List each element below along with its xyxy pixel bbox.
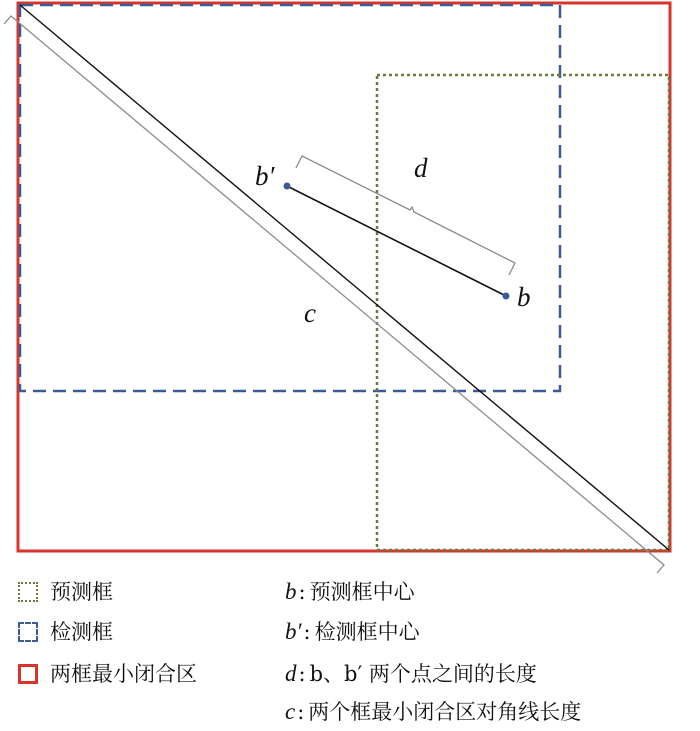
label-c: c <box>304 298 316 328</box>
distance-bracket <box>296 156 515 275</box>
definition-separator: : <box>297 700 305 724</box>
prediction-box <box>377 75 669 550</box>
diagonal-bracket <box>4 16 664 573</box>
definition-c <box>285 698 581 726</box>
legend-label: 预测框 <box>50 580 113 604</box>
label-b: b <box>517 282 531 312</box>
detection-box-swatch <box>18 622 38 642</box>
legend-item-min-enclosing-box <box>18 660 197 688</box>
label-b-prime: b′ <box>255 161 275 191</box>
legend-label: 两框最小闭合区 <box>50 662 197 686</box>
definition-separator: : <box>298 662 306 686</box>
label-d: d <box>414 153 428 183</box>
definition-text: b、b′ 两个点之间的长度 <box>309 662 537 686</box>
legend-item-detection-box <box>18 618 113 646</box>
legend-label: 检测框 <box>50 620 113 644</box>
definition-b <box>285 578 415 606</box>
definition-text: 检测框中心 <box>314 620 420 644</box>
definition-symbol: c <box>285 699 296 724</box>
center-distance-line <box>287 186 506 296</box>
legend-item-prediction-box <box>18 578 113 606</box>
prediction-box-swatch <box>18 582 38 602</box>
definition-symbol: b <box>285 579 297 604</box>
center-point-b <box>503 293 510 300</box>
definition-symbol: b′ <box>285 619 302 644</box>
definition-separator: : <box>303 620 311 644</box>
min-enclosing-box-swatch <box>18 664 38 684</box>
definition-separator: : <box>298 580 306 604</box>
definition-b-prime <box>285 618 420 646</box>
definition-d <box>285 660 537 688</box>
definition-text: 预测框中心 <box>309 580 415 604</box>
definition-text: 两个框最小闭合区对角线长度 <box>308 700 582 724</box>
definition-symbol: d <box>285 661 297 686</box>
detection-box <box>20 5 560 391</box>
legend <box>0 570 700 731</box>
center-point-b-prime <box>284 183 291 190</box>
diagonal-line <box>20 5 669 550</box>
